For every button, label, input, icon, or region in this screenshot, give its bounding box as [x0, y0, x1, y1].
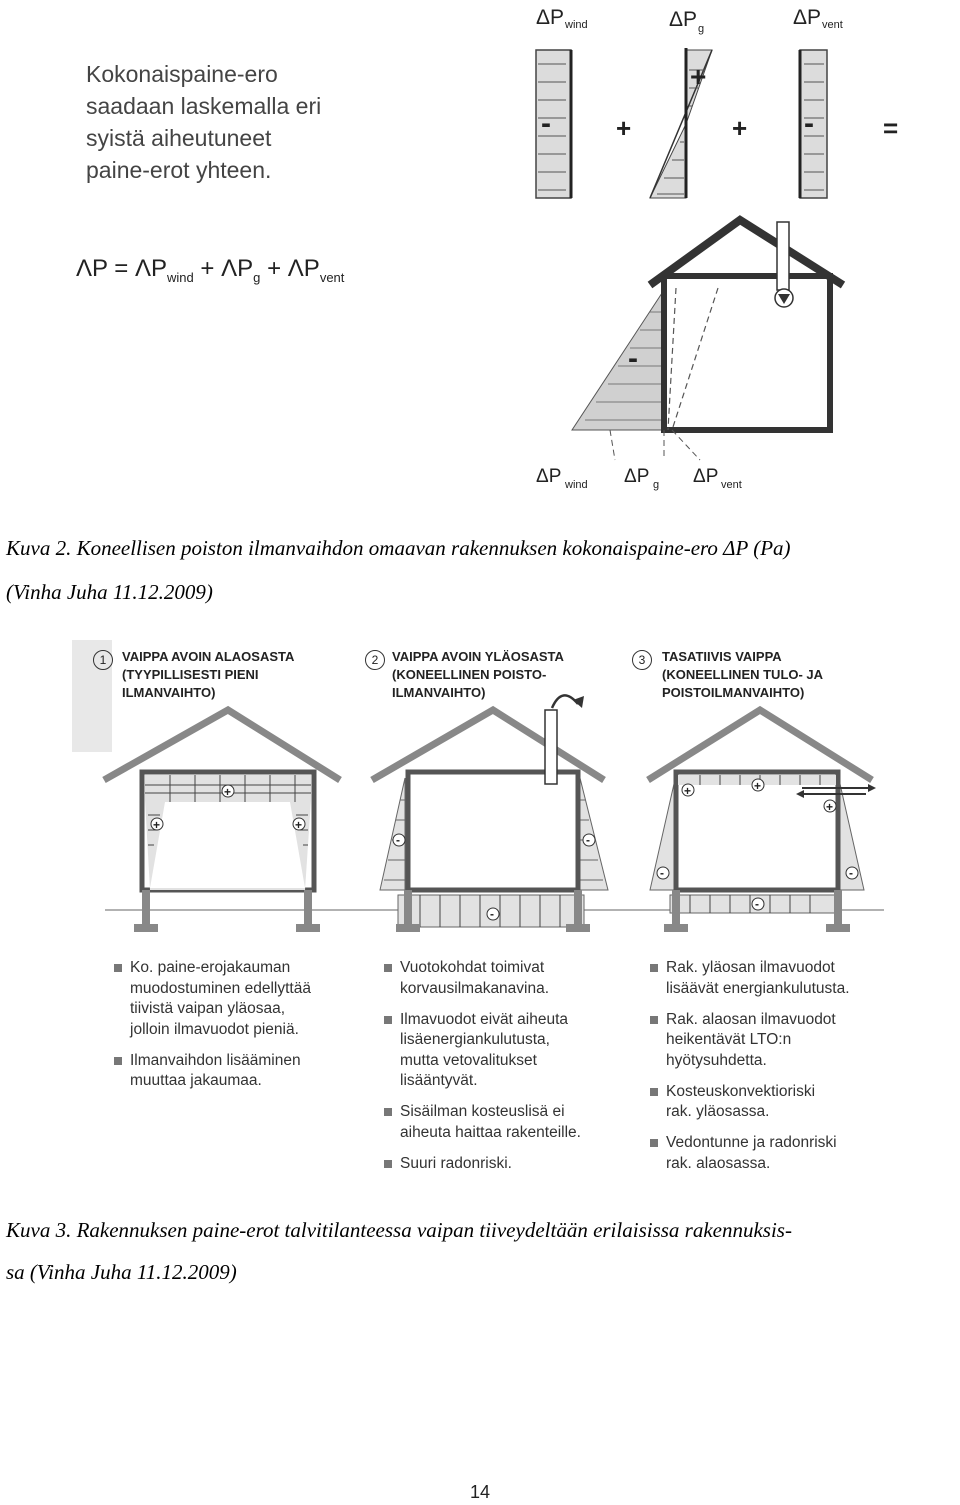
bullet-item — [384, 1010, 581, 1092]
column-title-line: VAIPPA AVOIN ALAOSASTA — [122, 649, 295, 664]
formula-sub-vent: vent — [319, 269, 345, 285]
bullet-item — [384, 1102, 581, 1143]
bullet-text: Ko. paine-erojakauman muodostuminen edellyttää tiivistä vaipan yläosaa, jolloin ilmavuodot pieniä. — [130, 959, 311, 1038]
figure-caption: Kuva 2. Koneellisen poiston ilmanvaihdon omaavan rakennuksen kokonaispaine-ero ΔP (Pa) — [6, 536, 791, 560]
intro-line: syistä aiheutuneet — [86, 125, 272, 151]
equals-sign: = — [883, 113, 899, 143]
bullet-text: Sisäilman kosteuslisä ei aiheuta haittaa rakenteille. — [400, 1103, 581, 1141]
minus-sign: - — [396, 833, 400, 847]
formula-sub-g: g — [253, 269, 261, 285]
figure-caption: Kuva 3. Rakennuksen paine-erot talvitilanteessa vaipan tiiveydeltään erilaisissa rakennuksis- — [6, 1218, 792, 1242]
minus-sign: - — [628, 342, 638, 375]
house-total-pressure — [572, 220, 843, 460]
bullet-square-icon — [384, 1160, 392, 1168]
bullet-text: Kosteuskonvektioriski rak. yläosassa. — [666, 1082, 816, 1120]
minus-sign: - — [755, 897, 759, 911]
bullet-square-icon — [650, 1016, 658, 1024]
page-number: 14 — [469, 1482, 491, 1502]
plus-sign: + — [224, 785, 232, 799]
formula-term-wind: ΛP — [134, 255, 168, 282]
column-title-line: TASATIIVIS VAIPPA — [662, 649, 782, 664]
minus-sign: - — [804, 107, 814, 140]
formula-lhs: ΛP = — [76, 255, 135, 282]
stack-pressure-block — [650, 48, 712, 198]
bullet-text: Ilmavuodot eivät aiheuta lisäenergiankulutusta, mutta vetovalitukset lisääntyvät. — [400, 1010, 569, 1089]
plus-sign: + — [754, 779, 762, 793]
minus-sign: - — [660, 866, 664, 880]
column-title-line: ILMANVAIHTO) — [122, 685, 216, 700]
minus-sign: - — [849, 866, 853, 880]
bullet-text: Vedontunne ja radonriski rak. alaosassa. — [666, 1134, 837, 1172]
column-number: 2 — [365, 650, 385, 670]
bullet-text: Ilmanvaihdon lisääminen muuttaa jakaumaa. — [130, 1051, 301, 1089]
label-dp-wind-bottom: ΔP — [536, 466, 562, 487]
bullet-text: Rak. alaosan ilmavuodot heikentävät LTO:n hyötysuhdetta. — [666, 1010, 836, 1069]
figure-caption-source: sa (Vinha Juha 11.12.2009) — [6, 1260, 237, 1284]
house-diagrams — [0, 690, 960, 950]
label-dp-wind-bottom-sub: wind — [565, 479, 588, 491]
minus-sign: - — [586, 833, 590, 847]
bullet-item — [650, 958, 850, 999]
bullet-item — [650, 1010, 850, 1072]
column-title-line: VAIPPA AVOIN YLÄOSASTA — [392, 649, 564, 664]
formula-term-g: ΛP — [221, 255, 254, 282]
pressure-diagram — [0, 0, 960, 510]
bullet-item — [384, 958, 581, 999]
label-dp-wind-top: ΔP — [536, 6, 565, 29]
house-airtight — [648, 710, 876, 932]
column-number: 1 — [93, 650, 113, 670]
intro-line: paine-erot yhteen. — [86, 157, 272, 183]
plus-sign: + — [826, 800, 834, 814]
bullet-item — [650, 1082, 850, 1123]
figure-caption-source: (Vinha Juha 11.12.2009) — [6, 580, 213, 604]
house-open-top — [372, 695, 608, 932]
label-dp-g-bottom-sub: g — [653, 479, 660, 491]
intro-line: saadaan laskemalla eri — [86, 93, 322, 119]
label-dp-vent-top-sub: vent — [822, 19, 843, 31]
column-number: 3 — [632, 650, 652, 670]
column-title-line: (KONEELLINEN TULO- JA — [662, 667, 824, 682]
bullet-list — [384, 958, 581, 1185]
formula-plus: + — [193, 255, 222, 282]
bullet-square-icon — [384, 964, 392, 972]
label-dp-g-top-sub: g — [698, 23, 705, 35]
plus-sign: + — [690, 61, 707, 92]
column-title-line: POISTOILMANVAIHTO) — [662, 685, 805, 700]
house-open-bottom — [104, 710, 340, 932]
plus-sign: + — [732, 113, 748, 143]
bullet-square-icon — [650, 1139, 658, 1147]
bullet-item — [650, 1133, 850, 1174]
label-dp-g-bottom: ΔP — [624, 466, 650, 487]
minus-sign: - — [490, 907, 494, 921]
minus-sign: - — [541, 107, 551, 140]
bullet-item — [384, 1154, 581, 1175]
bullet-item — [114, 1051, 311, 1092]
bullet-item — [114, 958, 311, 1040]
bullet-square-icon — [650, 964, 658, 972]
formula-plus: + — [260, 255, 288, 282]
wind-pressure-block — [536, 50, 571, 198]
bullet-text: Vuotokohdat toimivat korvausilmakanavina. — [400, 959, 550, 997]
plus-sign: + — [684, 784, 692, 798]
bullet-list — [650, 958, 850, 1185]
bullet-square-icon — [114, 964, 122, 972]
formula-term-vent: ΛP — [287, 255, 320, 282]
bullet-square-icon — [114, 1057, 122, 1065]
label-dp-g-top: ΔP — [669, 8, 698, 31]
bullet-square-icon — [384, 1016, 392, 1024]
label-dp-vent-top: ΔP — [793, 6, 822, 29]
label-dp-wind-top-sub: wind — [565, 19, 588, 31]
formula-sub-wind: wind — [167, 269, 194, 285]
label-dp-vent-bottom: ΔP — [693, 466, 719, 487]
column-title-line: ILMANVAIHTO) — [392, 685, 486, 700]
bullet-square-icon — [384, 1108, 392, 1116]
label-dp-vent-bottom-sub: vent — [721, 479, 742, 491]
bullet-list — [114, 958, 311, 1102]
plus-sign: + — [616, 113, 632, 143]
vent-pressure-block — [800, 50, 827, 198]
column-title-line: (KONEELLINEN POISTO- — [392, 667, 547, 682]
plus-sign: + — [153, 818, 161, 832]
plus-sign: + — [295, 818, 303, 832]
column-title-line: (TYYPILLISESTI PIENI — [122, 667, 259, 682]
bullet-square-icon — [650, 1088, 658, 1096]
intro-line: Kokonaispaine-ero — [86, 61, 278, 87]
bullet-text: Rak. yläosan ilmavuodot lisäävät energiankulutusta. — [666, 959, 850, 997]
bullet-text: Suuri radonriski. — [400, 1154, 512, 1172]
